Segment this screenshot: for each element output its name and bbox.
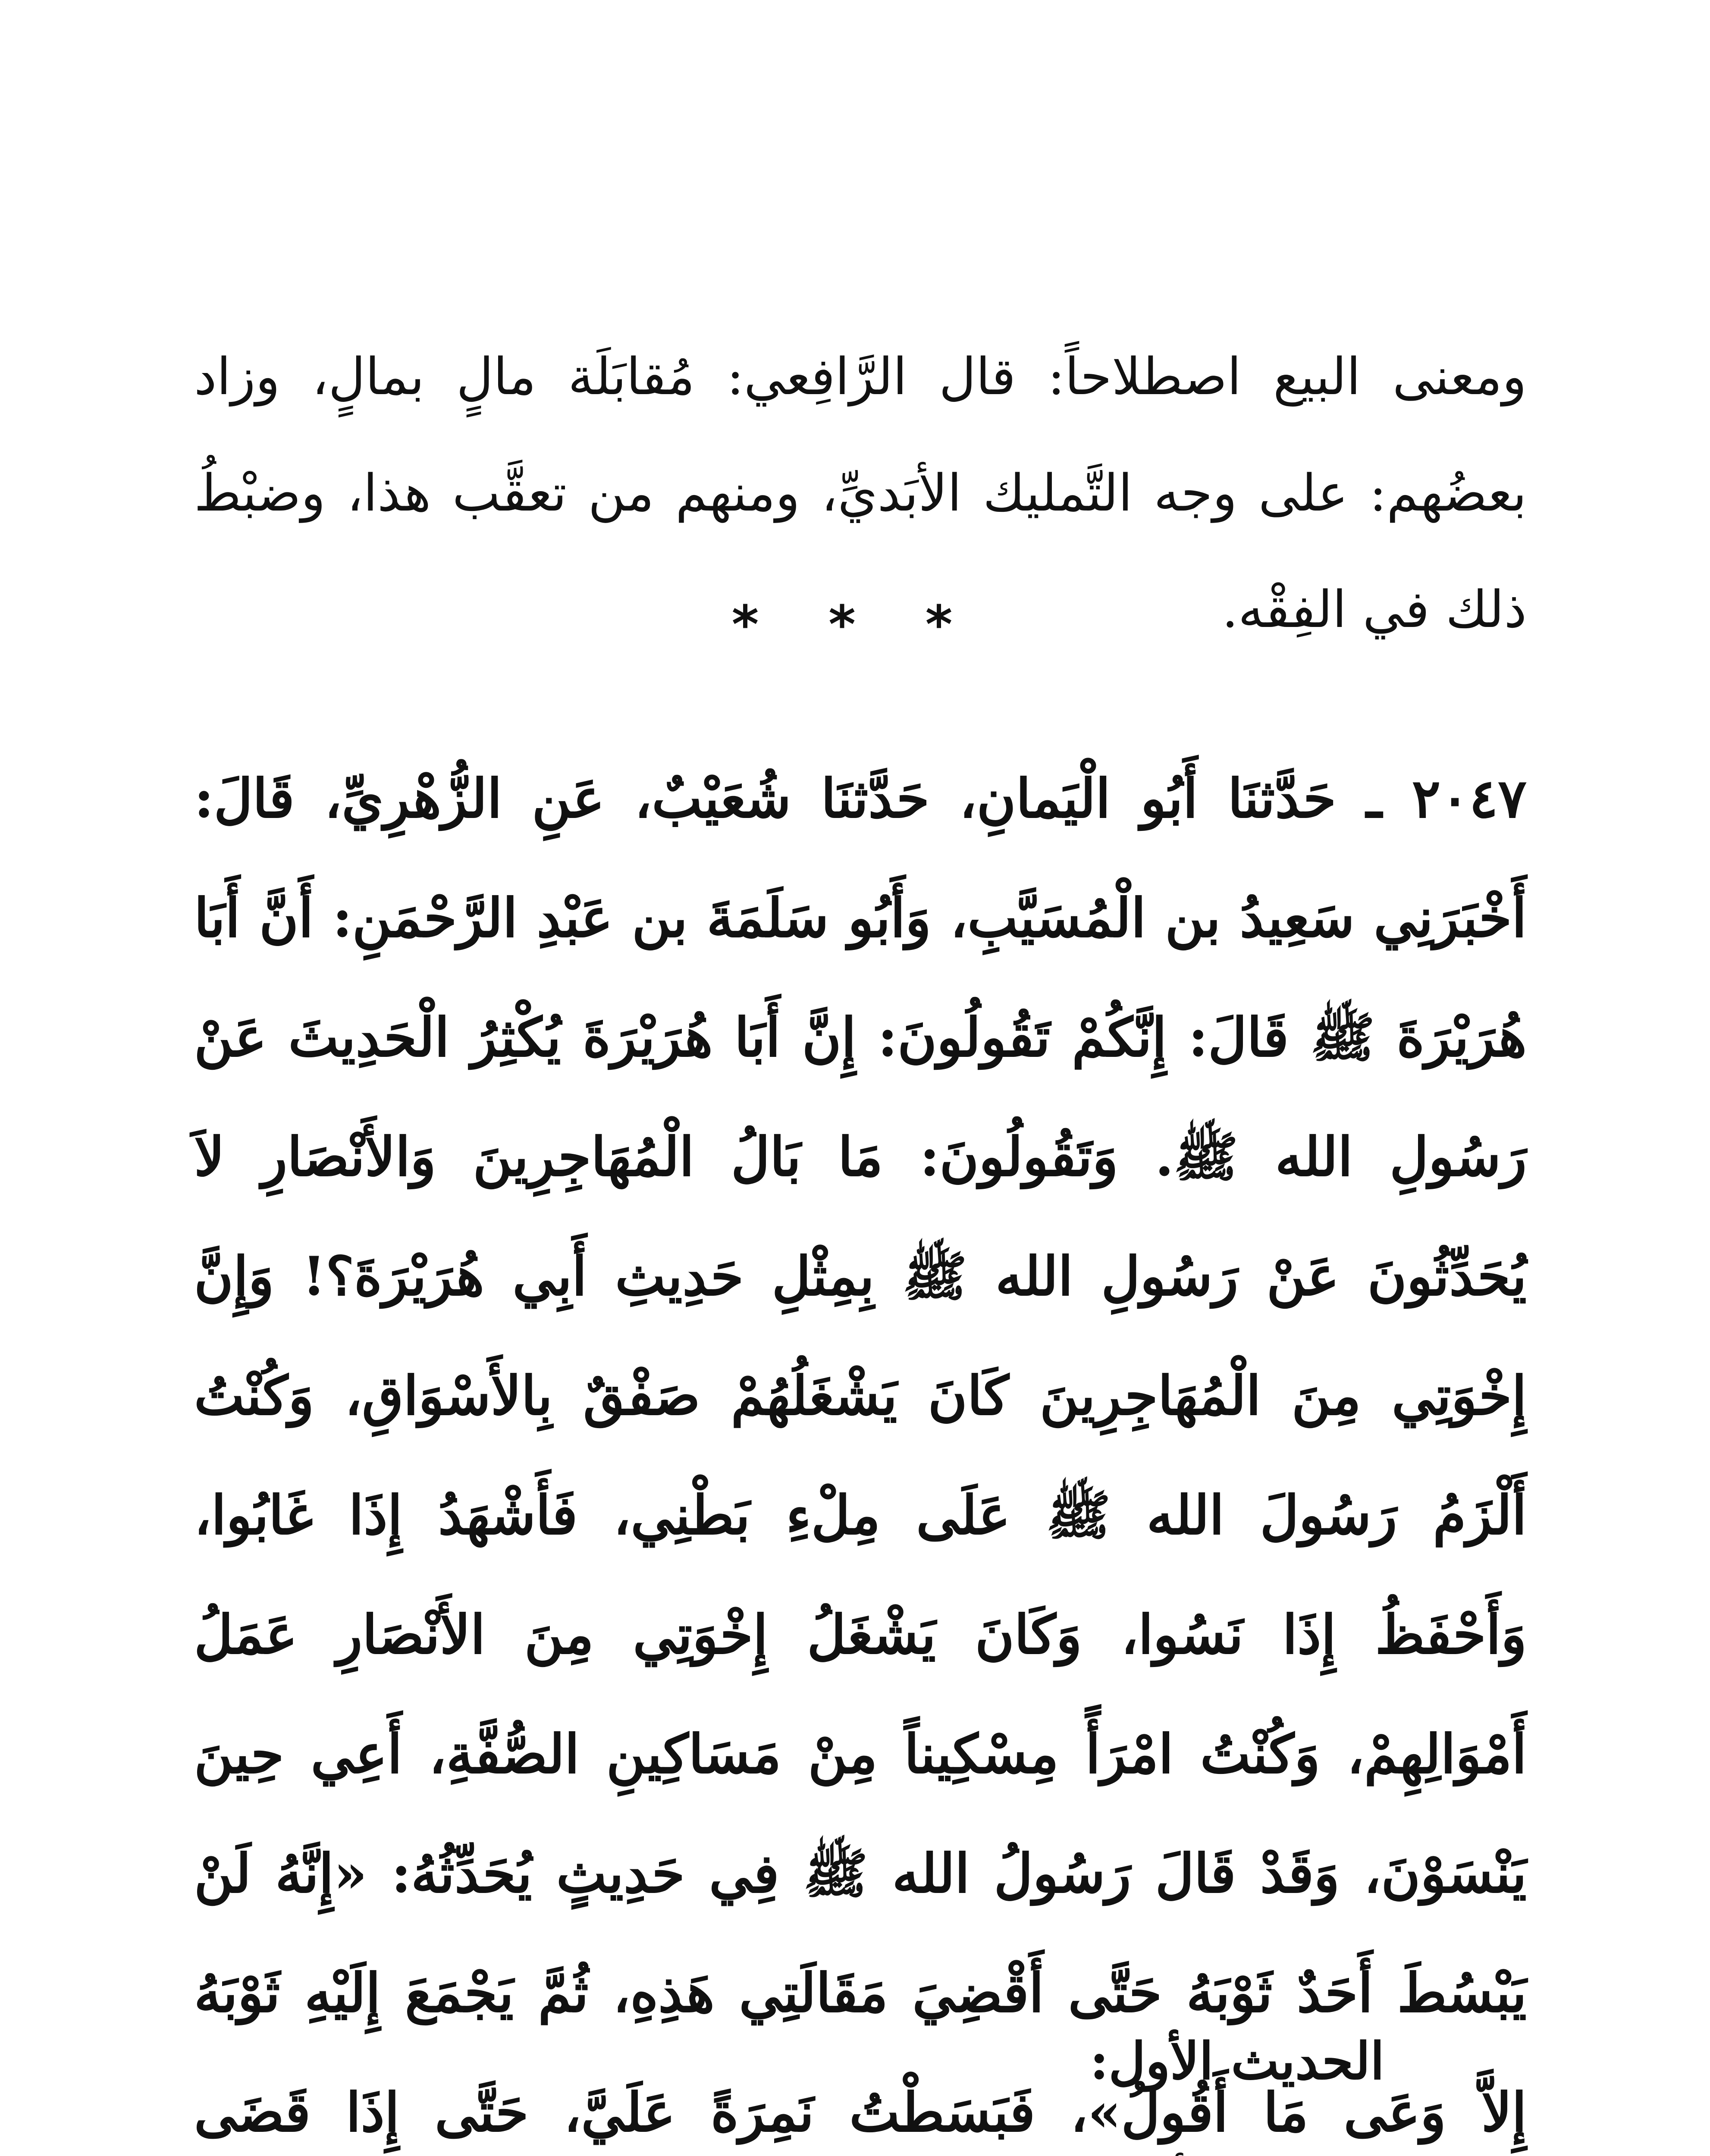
section-separator: * * * — [731, 595, 979, 655]
section-heading: الحديث الأول: — [1090, 2031, 1384, 2091]
hadith-paragraph: ٢٠٤٧ ـ حَدَّثنَا أَبُو الْيَمانِ، حَدَّثنَا شُعَيْبٌ، عَنِ الزُّهْرِيِّ، قَالَ: أَخْبَرَنِي سَعِيدُ بن الْمُسَيَّبِ، وَأَبُو سَلَمَةَ بن عَبْدِ الرَّحْمَنِ: أَنَّ أَبَا هُرَيْرَةَ ﷺ قَالَ: إِنَّكُمْ تَقُولُونَ: إِنَّ أَبَا هُرَيْرَةَ يُكْثِرُ الْحَدِيثَ عَنْ رَسُولِ الله ﷺ. وَتَقُولُونَ: مَا بَالُ الْمُهَاجِرِينَ وَالأَنْصَارِ لاَ يُحَدِّثُونَ عَنْ رَسُولِ الله ﷺ بِمِثْلِ حَدِيثِ أَبِي هُرَيْرَةَ؟! وَإِنَّ إِخْوَتِي مِنَ الْمُهَاجِرِينَ كَانَ يَشْغَلُهُمْ صَفْقٌ بِالأَسْوَاقِ، وَكُنْتُ أَلْزَمُ رَسُولَ الله ﷺ عَلَى مِلْءِ بَطْنِي، فَأَشْهَدُ إِذَا غَابُوا، وَأَحْفَظُ إِذَا نَسُوا، وَكَانَ يَشْغَلُ إِخْوَتِي مِنَ الأَنْصَارِ عَمَلُ أَمْوَالِهِمْ، وَكُنْتُ امْرَأً مِسْكِيناً مِنْ مَسَاكِينِ الصُّفَّةِ، أَعِي حِينَ يَنْسَوْنَ، وَقَدْ قَالَ رَسُولُ الله ﷺ فِي حَدِيثٍ يُحَدِّثُهُ: «إِنَّهُ لَنْ يَبْسُطَ أَحَدٌ ثَوْبَهُ حَتَّى أَقْضِيَ مَقَالَتِي هَذِهِ، ثُمَّ يَجْمَعَ إِلَيْهِ ثَوْبَهُ إِلاَّ وَعَى مَا أَقُولُ»، فَبَسَطْتُ نَمِرَةً عَلَيَّ، حَتَّى إِذَا قَضَى — [194, 768, 1527, 2144]
intro-paragraph: ومعنى البيع اصطلاحاً: قال الرَّافِعي: مُقابَلَة مالٍ بمالٍ، وزاد بعضُهم: على وجه التَّمليك الأبَديِّ، ومنهم من تعقَّب هذا، وضبْطُ ذلك في الفِقْه. — [194, 347, 1527, 639]
